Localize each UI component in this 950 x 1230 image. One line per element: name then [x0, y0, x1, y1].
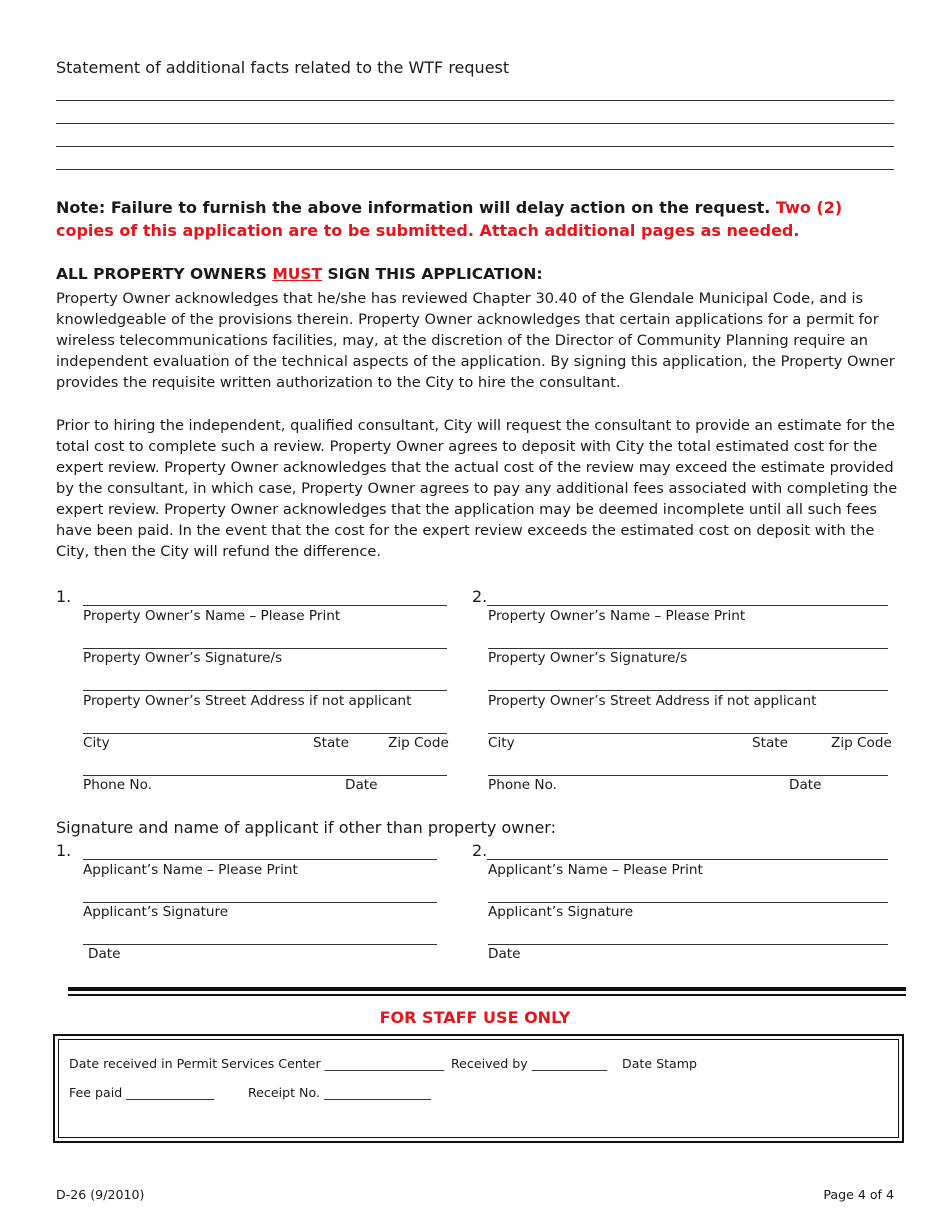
note-red: Two (2) copies of this application are to be submitted. Attach additional pages as needed. — [56, 198, 843, 240]
owner-2-phone-label: Phone No. — [488, 777, 557, 793]
applicant-1-signature-line[interactable] — [83, 902, 437, 903]
staff-date-received[interactable]: Date received in Permit Services Center ___________________ — [69, 1056, 445, 1071]
owner-1-signature-line[interactable] — [83, 648, 447, 649]
page-number: Page 4 of 4 — [823, 1187, 894, 1202]
statement-line-2[interactable] — [56, 123, 894, 124]
owners-paragraph-1: Property Owner acknowledges that he/she has reviewed Chapter 30.40 of the Glendale Municipal Code, and is knowledgeable of the provisions therein. Property Owner acknowledges that certain applications for a permit for wireless telecommunications facilities, may, at the discretion of the Director of Community Planning require an independent evaluation of the technical aspects of the application. By signing this application, the Property Owner provides the requisite written authorization to the City to hire the consultant. — [56, 290, 895, 391]
owners-heading — [56, 265, 543, 283]
owners-heading-post: SIGN THIS APPLICATION: — [327, 265, 543, 283]
staff-receipt-no[interactable]: Receipt No. _________________ — [248, 1085, 431, 1100]
owners-heading-pre: ALL PROPERTY OWNERS — [56, 265, 267, 283]
applicant-1-signature-label: Applicant’s Signature — [83, 904, 229, 920]
owner-2-number: 2. — [472, 587, 488, 606]
applicant-2-date-line[interactable] — [488, 944, 888, 945]
staff-received-by[interactable]: Received by ____________ — [451, 1056, 608, 1071]
owner-1-state-label: State — [313, 735, 349, 751]
owner-1-phone-label: Phone No. — [83, 777, 152, 793]
note-black: Note: Failure to furnish the above information will delay action on the request. — [56, 198, 771, 217]
owner-1-phone-line[interactable] — [83, 775, 447, 776]
applicant-1-name-label: Applicant’s Name – Please Print — [83, 862, 298, 878]
applicant-1-date-line[interactable] — [83, 944, 437, 945]
owner-1-address-label: Property Owner’s Street Address if not applicant — [83, 693, 412, 709]
separator-thick — [68, 987, 906, 991]
owner-1-name-line[interactable] — [83, 605, 447, 606]
owner-2-city-label: City — [488, 735, 515, 751]
applicant-1-date-label: Date — [88, 946, 121, 962]
owner-1-signature-label: Property Owner’s Signature/s — [83, 650, 283, 666]
applicant-2-name-line[interactable] — [487, 859, 888, 860]
owner-2-signature-line[interactable] — [488, 648, 888, 649]
owner-1-zip-label: Zip Code — [388, 735, 449, 751]
owner-2-signature-label: Property Owner’s Signature/s — [488, 650, 688, 666]
owner-2-zip-label: Zip Code — [831, 735, 892, 751]
owner-1-address-line[interactable] — [83, 690, 447, 691]
owners-paragraph-2: Prior to hiring the independent, qualified consultant, City will request the consultant to provide an estimate for the total cost to complete such a review. Property Owner agrees to deposit with City the total estimated cost for the expert review. Property Owner acknowledges that the actual cost of the review may exceed the estimate provided by the consultant, in which case, Property Owner agrees to pay any additional fees associated with completing the expert review. Property Owner acknowledges that the application may be deemed incomplete until all such fees have been paid. In the event that the cost for the expert review exceeds the estimated cost on deposit with the City, then the City will refund the difference. — [56, 417, 898, 560]
staff-fee-paid[interactable]: Fee paid ______________ — [69, 1085, 215, 1100]
owner-1-city-line[interactable] — [83, 733, 447, 734]
owner-1-number: 1. — [56, 587, 72, 606]
statement-line-1[interactable] — [56, 100, 894, 101]
owner-2-phone-line[interactable] — [488, 775, 888, 776]
form-code: D-26 (9/2010) — [56, 1187, 145, 1202]
note — [56, 196, 901, 242]
owner-1-name-label: Property Owner’s Name – Please Print — [83, 608, 341, 624]
owners-heading-must: MUST — [272, 265, 323, 283]
applicant-2-name-label: Applicant’s Name – Please Print — [488, 862, 703, 878]
staff-title: FOR STAFF USE ONLY — [379, 1008, 571, 1027]
owner-2-address-line[interactable] — [488, 690, 888, 691]
owner-2-address-label: Property Owner’s Street Address if not applicant — [488, 693, 817, 709]
statement-title: Statement of additional facts related to the WTF request — [56, 58, 510, 77]
applicant-2-signature-line[interactable] — [488, 902, 888, 903]
applicant-2-signature-label: Applicant’s Signature — [488, 904, 634, 920]
separator-thin — [68, 994, 906, 996]
owner-2-date-label: Date — [789, 777, 822, 793]
owner-1-city-label: City — [83, 735, 110, 751]
applicant-2-number: 2. — [472, 841, 488, 860]
owner-2-city-line[interactable] — [488, 733, 888, 734]
staff-date-stamp: Date Stamp — [622, 1056, 698, 1071]
applicant-2-date-label: Date — [488, 946, 521, 962]
statement-line-4[interactable] — [56, 169, 894, 170]
applicant-1-number: 1. — [56, 841, 72, 860]
applicant-heading: Signature and name of applicant if other than property owner: — [56, 818, 556, 837]
owner-2-state-label: State — [752, 735, 788, 751]
owner-1-date-label: Date — [345, 777, 378, 793]
statement-line-3[interactable] — [56, 146, 894, 147]
owner-2-name-line[interactable] — [487, 605, 888, 606]
applicant-1-name-line[interactable] — [83, 859, 437, 860]
owner-2-name-label: Property Owner’s Name – Please Print — [488, 608, 746, 624]
